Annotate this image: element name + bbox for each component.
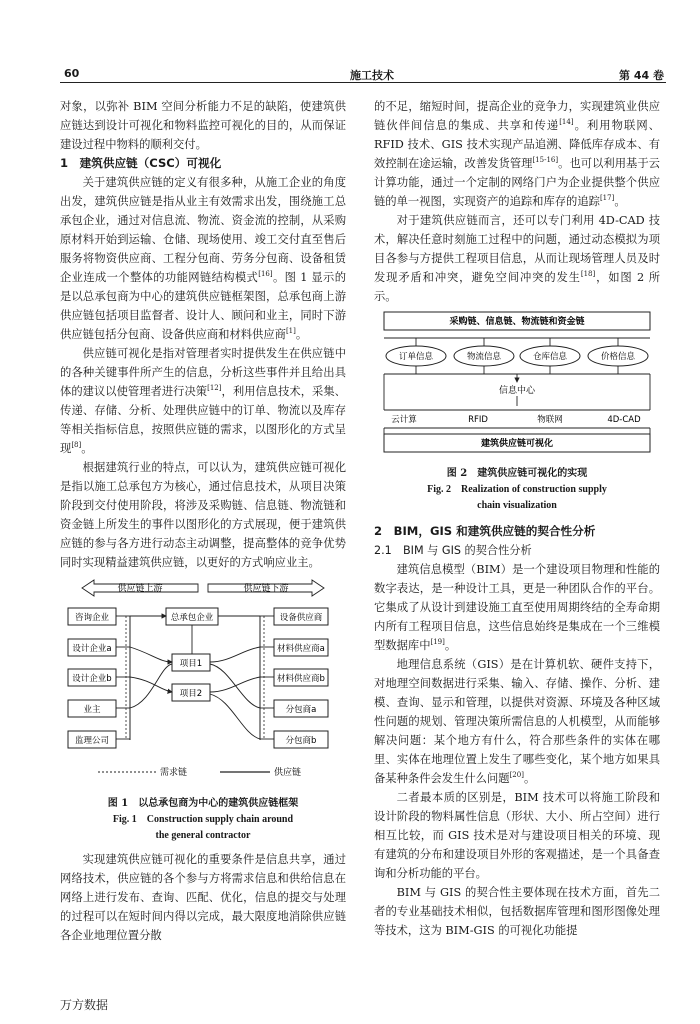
svg-text:设计企业b: 设计企业b — [72, 674, 112, 684]
right-node-sub-a — [274, 700, 328, 717]
fig2-center: 信息中心 — [498, 386, 536, 396]
svg-text:总承包企业: 总承包企业 — [170, 613, 214, 623]
right-node-equipment — [274, 608, 328, 625]
left-node-consult — [68, 608, 116, 625]
paragraph: 的不足，缩短时间，提高企业的竞争力，实现建筑业供应链伙伴间信息的集成、共享和传递[14]。利用物联网、RFID 技术、GIS 技术实现产品追溯、降低库存成本、有效控制在途运输，改善发货管理[15-16]。也可以利用基于云计算功能，通过一个定制的网络门户为企业提供整个供应链的单一视图，实现资产的追踪和库存的追踪[17]。 — [374, 100, 660, 208]
paragraph: 对于建筑供应链而言，还可以专门利用 4D-CAD 技术，解决任意时刻施工过程中的问题，通过动态模拟为项目各参与方提供工程项目信息，从而让现场管理人员及时发现矛盾和冲突，避免空间冲突的发生[18]，如图 2 所示。 — [374, 214, 660, 303]
svg-text:设计企业a: 设计企业a — [72, 644, 112, 654]
project-node-2 — [172, 684, 210, 701]
svg-text:设备供应商: 设备供应商 — [279, 613, 323, 623]
fig2-bottom-label: 建筑供应链可视化 — [480, 439, 554, 449]
paragraph: 实现建筑供应链可视化的重要条件是信息共享，通过网络技术，供应链的各个参与方将需求信息和供给信息在网络上进行发布、查询、匹配、优化，信息的提交与处理的过程可以在短时间内得以完成，最大限度地消除供应链各企业地理位置分散 — [60, 853, 346, 942]
left-column — [60, 97, 346, 945]
page-number: 60 — [64, 67, 80, 80]
fig2-oval-logistics — [454, 346, 514, 366]
section-1-title: 1 建筑供应链（CSC）可视化 — [60, 156, 222, 170]
svg-text:材料供应商a: 材料供应商a — [277, 644, 325, 654]
fig2-tech-cloud: 云计算 — [391, 415, 417, 425]
upstream-label: 供应链上游 — [117, 584, 163, 594]
svg-text:材料供应商b: 材料供应商b — [277, 674, 325, 684]
figure-1-diagram — [60, 576, 346, 792]
svg-text:咨询企业: 咨询企业 — [74, 613, 110, 623]
svg-text:监理公司: 监理公司 — [74, 736, 110, 746]
svg-text:业主: 业主 — [83, 705, 101, 715]
svg-text:项目1: 项目1 — [179, 659, 203, 669]
figure-2-diagram — [374, 310, 660, 460]
paragraph: 关于建筑供应链的定义有很多种，从施工企业的角度出发，建筑供应链是指从业主有效需求出发，围绕施工总承包企业，通过对信息流、物流、资金流的控制，从采购原材料开始到运输、仓储、现场使用、竣工交付直至售后服务将物资供应商、工程分包商、劳务分包商、设备租赁企业连成一个整体的功能网链结构模式[16]。图 1 显示的是以总承包商为中心的建筑供应链框架图，总承包商上游供应链包括项目监督者、设计人、顾问和业主，同时下游供应链包括分包商、设备供应商和材料供应商[1]。 — [60, 176, 346, 341]
fig2-oval-price — [588, 346, 648, 366]
left-node-supervisor — [68, 731, 116, 748]
section-2-1-title: 2.1 BIM 与 GIS 的契合性分析 — [374, 544, 532, 557]
svg-text:仓库信息: 仓库信息 — [532, 352, 568, 362]
fig2-tech-4dcad: 4D-CAD — [607, 415, 641, 425]
paragraph: 供应链可视化是指对管理者实时提供发生在供应链中的各种关键事件所产生的信息，分析这些事件并且给出具体的建议以使管理者进行决策[12]，利用信息技术，采集、传递、存储、分析、处理供应链中的订单、物流以及库存等相关指标信息，按照供应链的需求，以图形化的方式呈现[8]。 — [60, 347, 346, 455]
figure-2-caption: 图 2 建筑供应链可视化的实现 Fig. 2 Realization of construction supply chain visualization — [427, 468, 607, 511]
paragraph: 建筑信息模型（BIM）是一个建设项目物理和性能的数字表达，是一种设计工具，更是一种团队合作的平台。它集成了从设计到建设施工直至使用周期终结的全寿命期内所有工程项目信息，这些信息始终是集成在一个三维模型数据库中[19]。 — [374, 563, 660, 652]
svg-text:订单信息: 订单信息 — [398, 352, 434, 362]
fig2-tech-rfid: RFID — [468, 415, 488, 425]
paragraph: 根据建筑行业的特点，可以认为，建筑供应链可视化是指以施工总承包方为核心，通过信息技术，从项目决策阶段到交付使用阶段，将涉及采购链、信息链、物流链和资金链上所发生的事件以图形化的方式展现，便于建筑供应链的参与各方进行动态主动调整，提高整体的竞争优势同时实现精益建筑供应链，以更好的方式响应业主。 — [60, 461, 346, 569]
fig2-oval-warehouse — [520, 346, 580, 366]
left-node-owner — [68, 700, 116, 717]
paragraph: 二者最本质的区别是，BIM 技术可以将施工阶段和设计阶段的物料属性信息（形状、大小、所占空间）进行相互比较，而 GIS 技术是对与建设项目相关的环境、现有建筑的分布和建设项目外形的客观描述，是一个具备查询和分析功能的平台。 — [374, 791, 660, 880]
svg-text:分包商b: 分包商b — [285, 736, 317, 746]
legend-supply: 供应链 — [274, 768, 302, 778]
journal-name: 施工技术 — [350, 69, 394, 82]
left-node-design-a — [68, 639, 116, 656]
paragraph: 对象，以弥补 BIM 空间分析能力不足的缺陷，使建筑供应链达到设计可视化和物料监控可视化的目的，从而保证建设过程中物料的顺利交付。 — [60, 100, 346, 151]
watermark: 万方数据 — [60, 998, 109, 1012]
right-column — [374, 97, 660, 940]
downstream-label: 供应链下游 — [243, 584, 289, 594]
figure-1-caption: 图 1 以总承包商为中心的建筑供应链框架 Fig. 1 Construction supply chain around the general contractor — [107, 798, 299, 841]
svg-text:价格信息: 价格信息 — [600, 352, 636, 362]
fig2-top-label: 采购链、信息链、物流链和资金链 — [449, 317, 585, 327]
legend-demand: 需求链 — [160, 768, 188, 778]
right-node-sub-b — [274, 731, 328, 748]
left-node-design-b — [68, 669, 116, 686]
fig2-tech-iot: 物联网 — [537, 415, 563, 425]
svg-text:项目2: 项目2 — [179, 689, 203, 699]
center-node-contractor — [166, 608, 218, 625]
paragraph: BIM 与 GIS 的契合性主要体现在技术方面，首先二者的专业基础技术相似，包括数据库管理和图形图像处理等技术，这为 BIM-GIS 的可视化功能提 — [374, 886, 660, 937]
right-node-material-b — [274, 669, 328, 686]
page-header — [60, 66, 666, 83]
svg-text:物流信息: 物流信息 — [466, 352, 502, 362]
volume-label: 第 44 卷 — [619, 69, 664, 82]
project-node-1 — [172, 654, 210, 671]
svg-text:分包商a: 分包商a — [285, 705, 317, 715]
paragraph: 地理信息系统（GIS）是在计算机软、硬件支持下，对地理空间数据进行采集、输入、存储、操作、分析、建模、查询、显示和管理，以提供对资源、环境及各种区域性问题的规划、管理决策所需信息的人机模型，从而能够解决问题：某个地方有什么，符合那些条件的实体在哪里、实体在地理位置上发生了哪些变化，某个地方如果具备某种条件会发生什么问题[20]。 — [374, 658, 660, 785]
section-2-title: 2 BIM，GIS 和建筑供应链的契合性分析 — [374, 524, 596, 538]
right-node-material-a — [274, 639, 328, 656]
fig2-oval-order — [386, 346, 446, 366]
